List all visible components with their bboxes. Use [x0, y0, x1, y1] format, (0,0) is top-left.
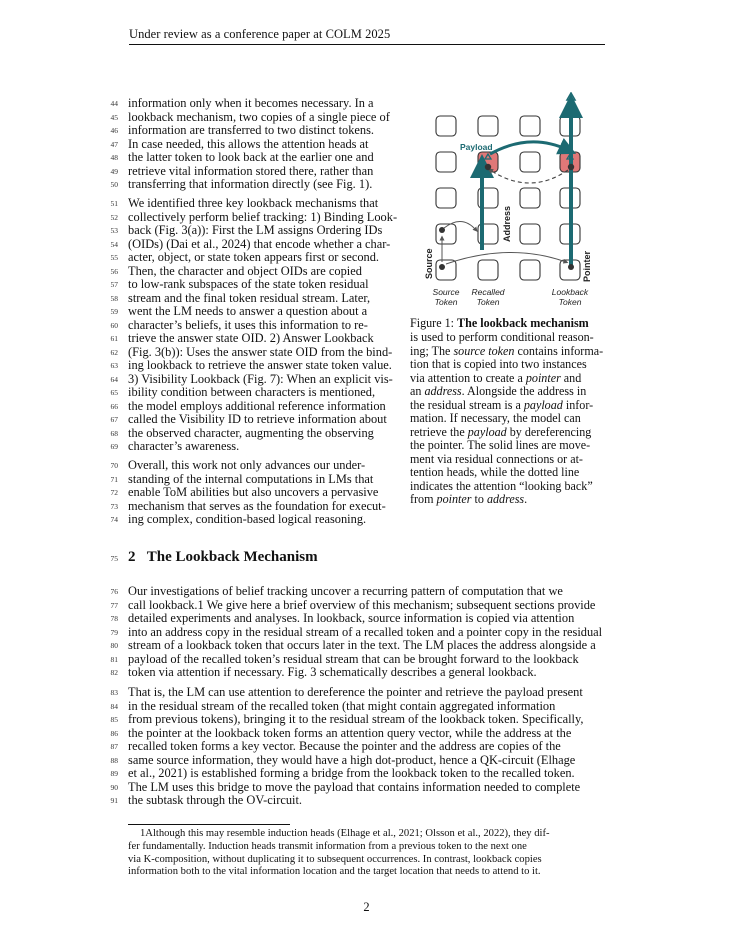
- line-number: 58: [110, 293, 118, 303]
- caption-line: the pointer. The solid lines are move-: [410, 438, 591, 452]
- section-title-text: The Lookback Mechanism: [146, 549, 318, 565]
- caption-line: Figure 1: The lookback mechanism: [410, 316, 589, 330]
- footnote-line: fer fundamentally. Induction heads transmit information from a previous token to the next one: [128, 841, 527, 852]
- text-line: recalled token forms a key vector. Because the pointer and the address are copies of the: [128, 739, 561, 753]
- text-line: (OIDs) (Dai et al., 2024) that encode whether a char-: [128, 236, 391, 251]
- line-number: 86: [110, 728, 118, 738]
- line-number: 89: [110, 769, 118, 778]
- text-line: to low-rank subspaces of the state token residual: [128, 277, 369, 291]
- page-number: 2: [363, 900, 370, 914]
- line-number: 71: [110, 474, 118, 484]
- col-label-recalled: Recalled: [471, 287, 505, 297]
- footnote-line: 1Although this may resemble induction heads (Elhage et al., 2021; Olsson et al., 2022), they dif-: [140, 828, 550, 839]
- text-line: ing lookback to retrieve the answer state token value.: [128, 358, 392, 372]
- line-number: 47: [110, 139, 118, 149]
- caption-line: retrieve the payload by dereferencing: [410, 425, 592, 439]
- text-line: payload of the recalled token’s residual stream that can be brought forward to the lookback: [128, 651, 579, 666]
- pointer-source-dot: [568, 264, 574, 270]
- col-label-source-token: Token: [434, 297, 458, 307]
- line-number: 53: [110, 226, 118, 235]
- token-box: [436, 188, 456, 208]
- line-number: 65: [110, 388, 118, 397]
- running-header: Under review as a conference paper at COLM 2025: [129, 27, 391, 41]
- text-line: transferring that information directly (see Fig. 1).: [128, 177, 373, 191]
- line-number: 55: [110, 253, 118, 262]
- line-number: 91: [110, 796, 118, 805]
- text-line: information are transferred to two distinct tokens.: [128, 123, 375, 137]
- text-line: stream and the final token residual stream. Later,: [128, 290, 371, 305]
- pointer-dot: [568, 164, 574, 170]
- col-label-lookback: Lookback: [551, 287, 589, 297]
- text-line: called the Visibility ID to retrieve information about: [128, 412, 387, 426]
- line-number: 70: [110, 461, 118, 470]
- text-line: the subtask through the OV-circuit.: [128, 793, 303, 807]
- col-label-recalled-token: Token: [476, 297, 500, 307]
- text-line: Our investigations of belief tracking uncover a recurring pattern of computation that we: [128, 584, 563, 598]
- figure-lookback-diagram: [410, 92, 606, 312]
- caption-line: tion that is copied into two instances: [410, 357, 587, 371]
- text-line: collectively perform belief tracking: 1) Binding Look-: [128, 209, 398, 224]
- line-number: 84: [110, 701, 118, 711]
- text-line: The LM uses this bridge to move the payload that contains information needed to complete: [128, 779, 581, 794]
- text-line: trieve the answer state OID. 2) Answer Lookback: [128, 331, 374, 345]
- caption-line: the residual stream is a payload infor-: [410, 398, 594, 412]
- line-number: 72: [110, 488, 118, 497]
- footnote-line: via K-composition, without duplicating it to subsequent occurrences. In contrast, lookback copies: [128, 854, 542, 865]
- col-label-lookback-token: Token: [558, 297, 582, 307]
- source-to-pointer-arrow: [446, 252, 566, 264]
- pointer-label: Pointer: [582, 250, 592, 282]
- line-number: 73: [110, 501, 118, 511]
- line-number: 81: [110, 654, 118, 664]
- text-line: Then, the character and object OIDs are copied: [128, 263, 362, 278]
- text-line: the model employs additional reference information: [128, 398, 386, 413]
- caption-line: via attention to create a pointer and: [410, 371, 582, 385]
- text-line: retrieve vital information stored there, rather than: [128, 163, 374, 178]
- token-box: [478, 116, 498, 136]
- text-line: character’s awareness.: [128, 439, 240, 453]
- text-line: into an address copy in the residual stream of a recalled token and a pointer copy in the residual: [128, 624, 603, 639]
- text-line: ibility condition between characters is mentioned,: [128, 385, 376, 399]
- text-line: character’s beliefs, it uses this information to re-: [128, 317, 368, 332]
- caption-line: from pointer to address.: [410, 492, 528, 506]
- line-number: 44: [110, 99, 118, 108]
- token-box: [520, 260, 540, 280]
- address-dot: [485, 164, 491, 170]
- line-number: 66: [110, 401, 118, 411]
- caption-line: tention heads, while the dotted line: [410, 465, 580, 479]
- payload-label: Payload: [460, 142, 493, 152]
- text-line: enable ToM abilities but also uncovers a pervasive: [128, 485, 379, 499]
- text-line: the observed character, augmenting the observing: [128, 425, 374, 440]
- text-line: information only when it becomes necessary. In a: [128, 96, 374, 110]
- token-box: [520, 116, 540, 136]
- token-box: [520, 224, 540, 244]
- source-dot: [439, 264, 445, 270]
- caption-line: an address. Alongside the address in: [410, 384, 587, 398]
- text-line: et al., 2021) is established forming a bridge from the lookback token to the recalled token.: [128, 766, 575, 780]
- line-number: 63: [110, 361, 118, 370]
- line-number: 85: [110, 715, 118, 724]
- source-label: Source: [424, 248, 434, 279]
- token-box: [436, 260, 456, 280]
- line-number: 51: [110, 199, 118, 208]
- text-line: stream of a lookback token that occurs later in the text. The LM places the address alongside a: [128, 638, 596, 652]
- line-number: 90: [110, 782, 118, 792]
- text-line: same source information, they would have a high dot-product, hence a QK-circuit (Elhage: [128, 752, 576, 767]
- caption-line: ing; The source token contains informa-: [410, 344, 604, 358]
- line-number: 56: [110, 266, 118, 276]
- line-number: 76: [110, 587, 118, 596]
- caption-line: is used to perform conditional reason-: [410, 330, 594, 344]
- line-number: 77: [110, 600, 118, 610]
- line-number: 46: [110, 126, 118, 135]
- text-line: That is, the LM can use attention to dereference the pointer and retrieve the payload present: [128, 685, 583, 699]
- line-number: 80: [110, 641, 118, 650]
- text-line: (Fig. 3(b)): Uses the answer state OID from the bind-: [128, 344, 393, 359]
- text-line: in the residual stream of the recalled token (that might contain aggregated information: [128, 698, 556, 713]
- address-label: Address: [502, 205, 512, 242]
- text-line: back (Fig. 3(a)): First the LM assigns Ordering IDs: [128, 223, 383, 237]
- line-number: 88: [110, 755, 118, 765]
- text-line: 3) Visibility Lookback (Fig. 7): When an explicit vis-: [128, 371, 393, 386]
- text-line: acter, object, or state token appears first or second.: [128, 250, 380, 264]
- line-number: 57: [110, 280, 118, 289]
- token-box: [520, 152, 540, 172]
- line-number: 69: [110, 442, 118, 451]
- line-number: 60: [110, 320, 118, 330]
- token-box: [520, 188, 540, 208]
- line-number: 83: [110, 688, 118, 697]
- col-label-source: Source: [432, 287, 460, 297]
- text-line: standing of the internal computations in LMs that: [128, 471, 374, 486]
- text-line: mechanism that serves as the foundation for execut-: [128, 498, 386, 513]
- line-number: 59: [110, 307, 118, 316]
- caption-line: mation. If necessary, the model can: [410, 411, 581, 425]
- output-triangle: [567, 93, 575, 100]
- line-number: 45: [110, 112, 118, 122]
- caption-line: ment via residual connections or at-: [410, 452, 583, 466]
- line-number: 62: [110, 347, 118, 357]
- footnote-rule: [128, 824, 290, 825]
- footnote-line: information both to the vital information location and the target location that needs to attend to it.: [128, 866, 541, 877]
- line-number: 64: [110, 374, 118, 384]
- line-number: 52: [110, 212, 118, 222]
- text-line: call lookback.1 We give here a brief overview of this mechanism; subsequent sections provide: [128, 597, 596, 612]
- line-number: 82: [110, 668, 118, 677]
- text-line: the latter token to look back at the earlier one and: [128, 150, 374, 164]
- token-box: [436, 116, 456, 136]
- text-line: detailed experiments and analyses. In lookback, source information is copied via attention: [128, 611, 575, 625]
- section-heading: [128, 549, 318, 566]
- text-line: In case needed, this allows the attention heads at: [128, 136, 369, 151]
- token-box: [436, 152, 456, 172]
- line-number: 79: [110, 627, 118, 637]
- text-line: the pointer at the lookback token forms an attention query vector, while the address at the: [128, 725, 572, 740]
- line-number: 75: [110, 554, 118, 563]
- text-line: We identified three key lookback mechanisms that: [128, 196, 379, 210]
- line-number: 87: [110, 742, 118, 751]
- line-number: 68: [110, 428, 118, 438]
- line-number: 48: [110, 153, 118, 162]
- text-line: lookback mechanism, two copies of a single piece of: [128, 109, 390, 124]
- text-line: from previous tokens), bringing it to the residual stream of the lookback token. Specifically,: [128, 712, 584, 726]
- line-number: 50: [110, 180, 118, 189]
- line-number: 54: [110, 239, 118, 249]
- line-number: 61: [110, 334, 118, 343]
- text-line: token via attention if necessary. Fig. 3 schematically describes a general lookback.: [128, 665, 537, 679]
- token-grid: [436, 116, 580, 280]
- text-line: Overall, this work not only advances our under-: [128, 458, 366, 472]
- line-number: 49: [110, 166, 118, 176]
- text-line: went the LM needs to answer a question about a: [128, 304, 368, 318]
- header-rule: [129, 44, 605, 45]
- line-number: 67: [110, 415, 118, 424]
- token-box: [478, 260, 498, 280]
- caption-line: indicates the attention “looking back”: [410, 479, 593, 493]
- line-number: 74: [110, 515, 118, 524]
- section-number: 2: [128, 549, 136, 565]
- line-number: 78: [110, 614, 118, 623]
- lookback-diagram: [410, 92, 606, 312]
- text-line: ing complex, condition-based logical reasoning.: [128, 512, 367, 526]
